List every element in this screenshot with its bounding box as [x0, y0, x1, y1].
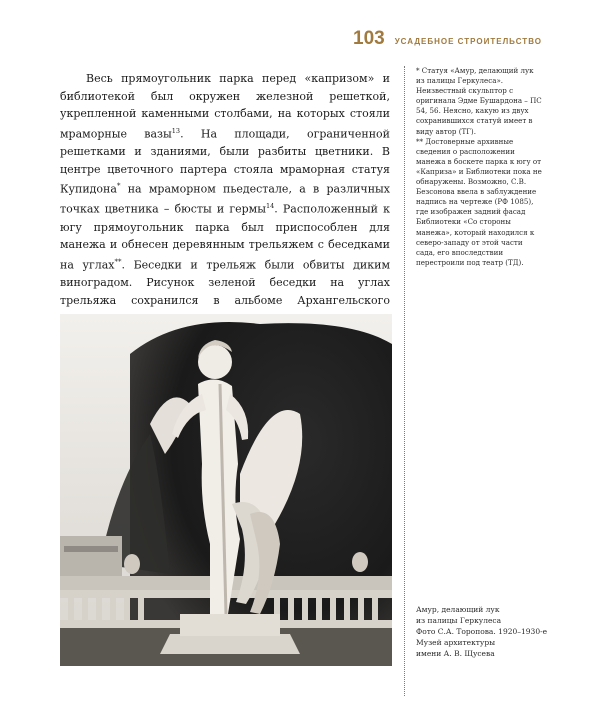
section-title: УСАДЕБНОЕ СТРОИТЕЛЬСТВО: [394, 37, 542, 46]
caption-line: Музей архитектуры: [416, 638, 496, 647]
text-run: . Беседки и трельяж были обвиты диким виноградом. Рисунок зеленой беседки на углах трельяжа сохранился в альбоме Архангельского: [60, 258, 390, 307]
footnotes: [416, 66, 542, 268]
footnote-ref: 14: [265, 202, 275, 211]
footnote-ref: **: [114, 257, 122, 266]
column-divider: [404, 66, 405, 696]
cupid-statue-icon: [60, 314, 392, 666]
caption-line: из палицы Геркулеса: [416, 616, 502, 625]
footnote-ref: 13: [171, 126, 181, 135]
text-run: . Расположенный к югу прямоугольник парка был приспособлен для манежа и обнесен деревянным трельяжем с беседками на углах: [60, 203, 390, 272]
caption-line: Фото С.А. Торопова. 1920–1930-е: [416, 627, 548, 636]
text-run: Весь прямоугольник парка перед «капризом» и библиотекой был окружен железной решеткой, укрепленной каменными столбами, на которых стояли мраморные вазы: [60, 72, 390, 141]
text-run: на мраморном пьедестале, а в различных точках цветника – бюсты и гермы: [60, 182, 390, 217]
text-run: . На площади, ограниченной решетками и зданиями, были разбиты цветники. В центре цветочного партера стояла мраморная статуя Купидона: [60, 127, 390, 196]
statue-photo: [60, 314, 392, 666]
footnote-1: * Статуя «Амур, делающий лук из палицы Геркулеса». Неизвестный скульптор с оригинала Эдме Бушардона – ПС 54, 56. Неясно, какую из двух сохранившихся статуй имеет в виду автор (ТГ).: [416, 66, 542, 136]
caption-line: Амур, делающий лук: [416, 605, 500, 614]
footnote-ref: *: [116, 182, 121, 191]
page-header: [353, 28, 542, 50]
footnote-2: ** Достоверные архивные сведения о расположении манежа в боскете парка к югу от «Каприза» и Библиотеки пока не обнаружены. Возможно, С.В. Безсонова ввела в заблуждение надпись на чертеже (РФ 1085), где изображен задний фасад Библиотеки «Со стороны манежа», который находился к северо-западу от этой части сада, его впоследствии перестроили под театр (ТД).: [416, 136, 542, 267]
caption-line: имени А. В. Щусева: [416, 649, 495, 658]
photo-caption: [416, 604, 556, 659]
page-number: 103: [353, 28, 385, 49]
